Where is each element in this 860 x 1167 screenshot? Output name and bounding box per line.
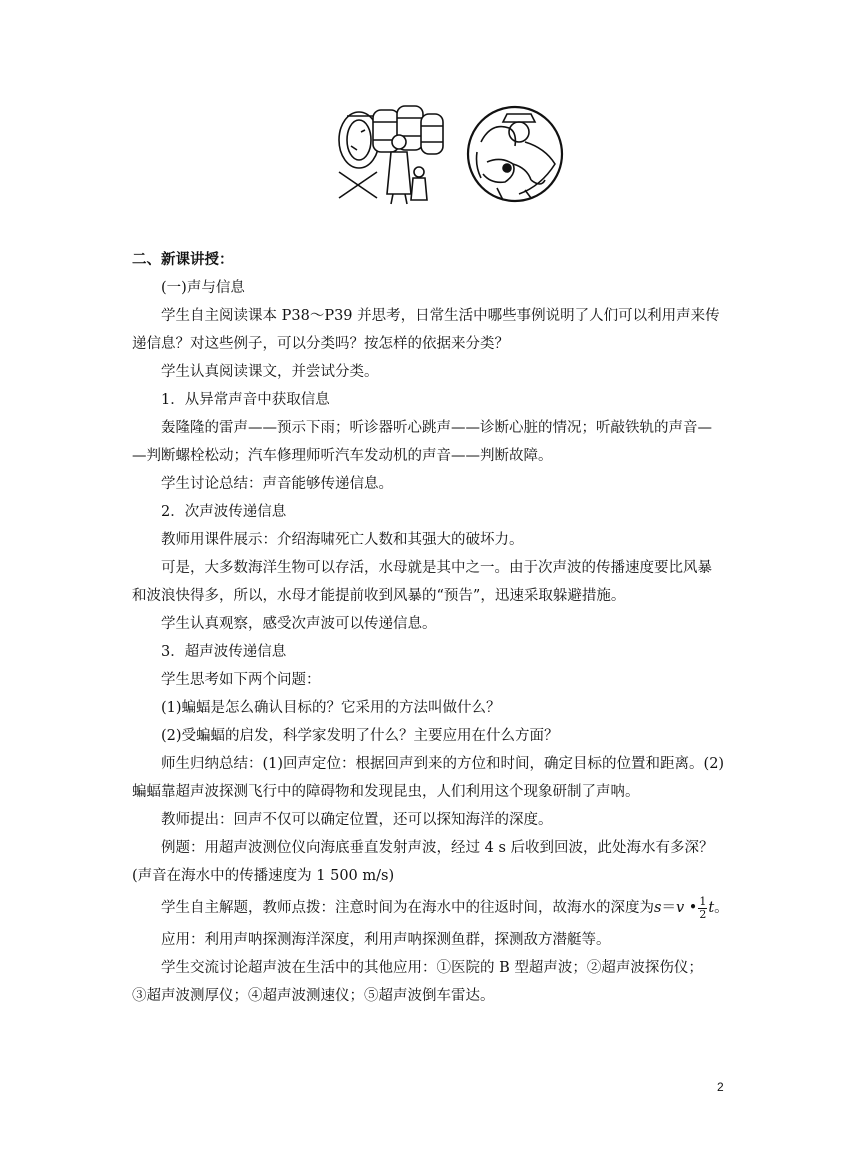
paragraph: 学生交流讨论超声波在生活中的其他应用：①医院的 B 型超声波；②超声波探伤仪； <box>161 960 703 976</box>
subsection-title: (一)声与信息 <box>161 280 245 296</box>
paragraph-cont: 和波浪快得多，所以，水母才能提前收到风暴的“预告”，迅速采取躲避措施。 <box>132 588 626 604</box>
paragraph: 学生认真阅读课文，并尝试分类。 <box>161 364 379 380</box>
item-heading: 1．从异常声音中获取信息 <box>161 392 330 408</box>
paragraph: 轰隆隆的雷声——预示下雨；听诊器听心跳声——诊断心脏的情况；听敲铁轨的声音— <box>161 420 712 436</box>
question: (1)蝙蝠是怎么确认目标的？它采用的方法叫做什么？ <box>161 700 501 716</box>
formula-end: 。 <box>714 900 729 916</box>
paragraph-cont: ③超声波测厚仪；④超声波测速仪；⑤超声波倒车雷达。 <box>132 988 495 1004</box>
illustration <box>331 102 567 208</box>
formula-dot: • <box>684 900 698 916</box>
paragraph: 学生思考如下两个问题： <box>161 672 321 688</box>
fraction-numerator: 1 <box>699 894 707 908</box>
formula-t: t <box>708 900 715 916</box>
paragraph: 教师用课件展示：介绍海啸死亡人数和其强大的破坏力。 <box>161 532 524 548</box>
question: (2)受蝙蝠的启发，科学家发明了什么？主要应用在什么方面？ <box>161 728 559 744</box>
barrel-listening-icon <box>339 106 443 204</box>
paragraph-cont: 递信息？对这些例子，可以分类吗？按怎样的依据来分类？ <box>132 336 509 352</box>
paragraph: 学生讨论总结：声音能够传递信息。 <box>161 476 393 492</box>
fraction-denominator: 2 <box>699 907 707 921</box>
item-heading: 3．超声波传递信息 <box>161 644 287 660</box>
paragraph: 教师提出：回声不仅可以确定位置，还可以探知海洋的深度。 <box>161 812 553 828</box>
stethoscope-doctor-icon <box>468 107 562 201</box>
solution-text: 学生自主解题，教师点拨：注意时间为在海水中的往返时间，故海水的深度为 <box>161 900 654 916</box>
paragraph: 师生归纳总结：(1)回声定位：根据回声到来的方位和时间，确定目标的位置和距离。(2) <box>161 756 725 772</box>
paragraph: 学生自主阅读课本 P38～P39 并思考，日常生活中哪些事例说明了人们可以利用声来传 <box>161 308 720 324</box>
solution-hint <box>132 890 734 926</box>
paragraph: 应用：利用声呐探测海洋深度，利用声呐探测鱼群，探测敌方潜艇等。 <box>161 932 611 948</box>
example-problem-cont: (声音在海水中的传播速度为 1 500 m/s) <box>132 868 395 884</box>
formula-fraction <box>698 896 707 921</box>
example-problem: 例题：用超声波测位仪向海底垂直发射声波，经过 4 s 后收到回波，此处海水有多深？ <box>161 840 714 856</box>
section-heading: 二、新课讲授： <box>132 251 234 268</box>
paragraph-cont: —判断螺栓松动；汽车修理师听汽车发动机的声音——判断故障。 <box>132 448 553 464</box>
formula-s: s <box>654 900 662 916</box>
formula-v: v <box>675 900 685 916</box>
lesson-body <box>132 246 734 1010</box>
paragraph: 学生认真观察，感受次声波可以传递信息。 <box>161 616 437 632</box>
page-number: 2 <box>717 1080 724 1094</box>
formula-eq: ＝ <box>661 900 676 916</box>
paragraph: 可是，大多数海洋生物可以存活，水母就是其中之一。由于次声波的传播速度要比风暴 <box>161 560 712 576</box>
item-heading: 2．次声波传递信息 <box>161 504 287 520</box>
paragraph-cont: 蝙蝠靠超声波探测飞行中的障碍物和发现昆虫，人们利用这个现象研制了声呐。 <box>132 784 640 800</box>
